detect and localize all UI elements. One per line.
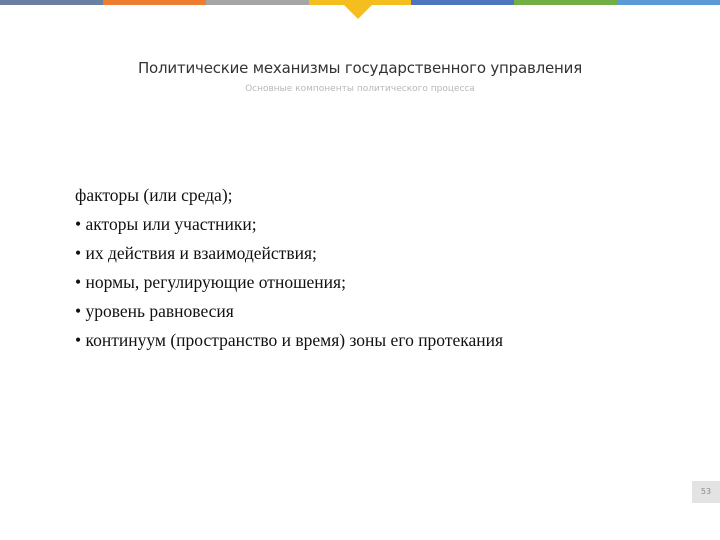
top-bar-segment-1 <box>0 0 103 5</box>
active-section-pointer-icon <box>343 4 373 19</box>
top-bar-segment-2 <box>103 0 206 5</box>
component-list <box>75 181 675 355</box>
top-bar-segment-3 <box>206 0 309 5</box>
slide-subtitle: Основные компоненты политического процесса <box>245 84 475 94</box>
list-item: • уровень равновесия <box>75 301 234 321</box>
top-bar-segment-5 <box>411 0 514 5</box>
list-item: факторы (или среда); <box>75 185 233 205</box>
page-number-badge: 53 <box>692 481 720 503</box>
list-item: • акторы или участники; <box>75 214 257 234</box>
list-item: • их действия и взаимодействия; <box>75 243 317 263</box>
top-bar-segment-6 <box>514 0 617 5</box>
slide-title: Политические механизмы государственного управления <box>137 59 583 77</box>
top-bar-segment-7 <box>617 0 720 5</box>
list-item: • континуум (пространство и время) зоны его протекания <box>75 330 504 350</box>
list-item: • нормы, регулирующие отношения; <box>75 272 346 292</box>
